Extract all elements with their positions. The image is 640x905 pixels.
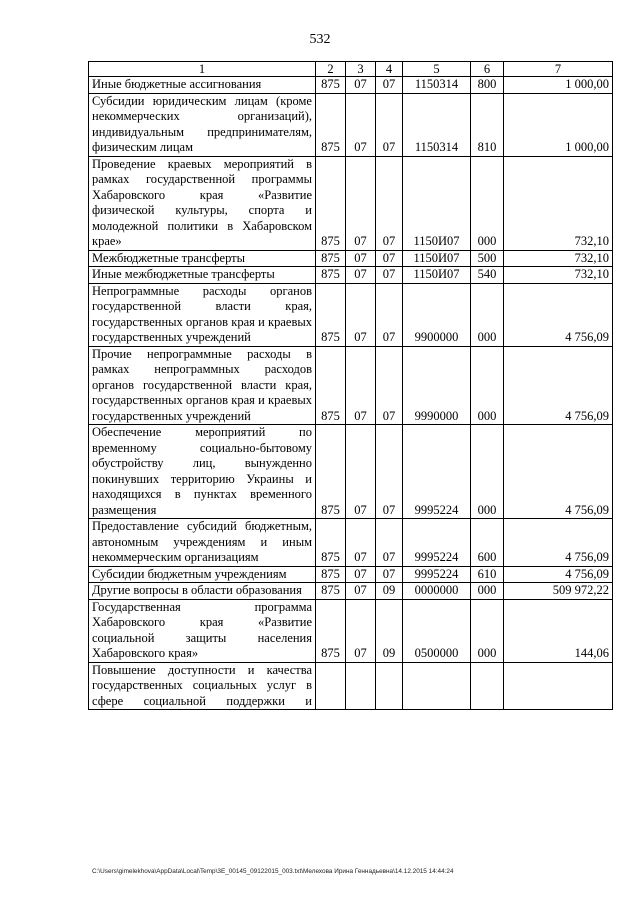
row-code-4: 09 — [376, 583, 403, 600]
file-path-footer: C:\Users\gimelekhova\AppData\Local\Temp\3E_00145_09122015_003.txt\Мелехова Ирина Геннадьевна\14.12.2015 14:44:24 — [92, 868, 454, 875]
row-code-2: 875 — [316, 583, 346, 600]
table-row — [89, 156, 613, 250]
row-code-3: 07 — [346, 599, 376, 662]
row-code-5: 9995224 — [403, 566, 471, 583]
row-name: Проведение краевых мероприятий в рамках государственной программы Хабаровского края «Развитие физической культуры, спорта и молодежной политики в Хабаровском крае» — [89, 156, 316, 250]
row-code-3: 07 — [346, 425, 376, 519]
row-name: Государственная программа Хабаровского края «Развитие социальной защиты населения Хабаровского края» — [89, 599, 316, 662]
row-name: Непрограммные расходы органов государственной власти края, государственных органов края и краевых государственных учреждений — [89, 283, 316, 346]
row-name: Иные бюджетные ассигнования — [89, 77, 316, 94]
row-amount: 732,10 — [504, 156, 613, 250]
row-code-5: 9995224 — [403, 425, 471, 519]
row-code-2: 875 — [316, 77, 346, 94]
row-amount: 4 756,09 — [504, 283, 613, 346]
row-code-5: 9990000 — [403, 346, 471, 425]
row-code-3: 07 — [346, 250, 376, 267]
table-row — [89, 346, 613, 425]
row-code-5: 9995224 — [403, 519, 471, 567]
row-code-3: 07 — [346, 93, 376, 156]
row-code-5: 0000000 — [403, 583, 471, 600]
row-name: Субсидии бюджетным учреждениям — [89, 566, 316, 583]
row-name: Прочие непрограммные расходы в рамках непрограммных расходов органов государственной власти края, государственных органов края и краевых государственных учреждений — [89, 346, 316, 425]
table-row — [89, 425, 613, 519]
row-code-3: 07 — [346, 267, 376, 284]
table-row — [89, 599, 613, 662]
row-code-3: 07 — [346, 519, 376, 567]
row-code-6: 800 — [471, 77, 504, 94]
row-code-4: 07 — [376, 425, 403, 519]
row-code-4 — [376, 662, 403, 710]
row-code-3: 07 — [346, 77, 376, 94]
row-code-3: 07 — [346, 156, 376, 250]
row-name: Повышение доступности и качества государственных социальных услуг в сфере социальной поддержки и — [89, 662, 316, 710]
row-amount: 732,10 — [504, 267, 613, 284]
row-code-3: 07 — [346, 583, 376, 600]
row-code-4: 07 — [376, 250, 403, 267]
row-code-6: 610 — [471, 566, 504, 583]
row-name: Иные межбюджетные трансферты — [89, 267, 316, 284]
table-row — [89, 93, 613, 156]
row-code-3 — [346, 662, 376, 710]
header-cell: 3 — [346, 62, 376, 77]
row-amount: 4 756,09 — [504, 566, 613, 583]
row-name: Предоставление субсидий бюджетным, автономным учреждениям и иным некоммерческим организациям — [89, 519, 316, 567]
row-code-2: 875 — [316, 267, 346, 284]
row-code-4: 09 — [376, 599, 403, 662]
header-cell: 2 — [316, 62, 346, 77]
row-code-4: 07 — [376, 519, 403, 567]
row-amount: 4 756,09 — [504, 519, 613, 567]
table-row — [89, 519, 613, 567]
row-code-2: 875 — [316, 346, 346, 425]
row-amount: 1 000,00 — [504, 77, 613, 94]
header-cell: 4 — [376, 62, 403, 77]
row-code-5: 1150314 — [403, 77, 471, 94]
row-code-6: 000 — [471, 346, 504, 425]
row-code-2: 875 — [316, 283, 346, 346]
row-code-2: 875 — [316, 519, 346, 567]
row-code-3: 07 — [346, 566, 376, 583]
header-cell: 6 — [471, 62, 504, 77]
row-code-5: 1150И07 — [403, 250, 471, 267]
row-code-4: 07 — [376, 93, 403, 156]
row-amount: 509 972,22 — [504, 583, 613, 600]
row-code-4: 07 — [376, 77, 403, 94]
row-amount: 4 756,09 — [504, 346, 613, 425]
row-code-5: 9900000 — [403, 283, 471, 346]
header-cell: 5 — [403, 62, 471, 77]
table-row — [89, 583, 613, 600]
row-code-2: 875 — [316, 425, 346, 519]
row-name: Другие вопросы в области образования — [89, 583, 316, 600]
table-row — [89, 662, 613, 710]
row-code-2: 875 — [316, 93, 346, 156]
row-amount: 732,10 — [504, 250, 613, 267]
row-code-6: 600 — [471, 519, 504, 567]
row-code-4: 07 — [376, 156, 403, 250]
row-amount — [504, 662, 613, 710]
row-code-2: 875 — [316, 599, 346, 662]
table-row — [89, 283, 613, 346]
row-name: Межбюджетные трансферты — [89, 250, 316, 267]
budget-table — [88, 61, 613, 710]
row-name: Субсидии юридическим лицам (кроме некоммерческих организаций), индивидуальным предпринимателям, физическим лицам — [89, 93, 316, 156]
row-code-6: 000 — [471, 583, 504, 600]
row-code-5 — [403, 662, 471, 710]
row-name: Обеспечение мероприятий по временному социально-бытовому обустройству лиц, вынужденно покинувших территорию Украины и находящихся в пунктах временного размещения — [89, 425, 316, 519]
row-code-6: 000 — [471, 425, 504, 519]
row-code-2: 875 — [316, 250, 346, 267]
row-code-4: 07 — [376, 566, 403, 583]
row-code-6 — [471, 662, 504, 710]
table-row — [89, 267, 613, 284]
row-code-4: 07 — [376, 267, 403, 284]
row-amount: 4 756,09 — [504, 425, 613, 519]
page-number: 532 — [309, 32, 331, 47]
row-code-5: 1150314 — [403, 93, 471, 156]
row-code-6: 810 — [471, 93, 504, 156]
row-code-5: 0500000 — [403, 599, 471, 662]
table-row — [89, 566, 613, 583]
table-header-row — [89, 62, 613, 77]
row-amount: 144,06 — [504, 599, 613, 662]
row-amount: 1 000,00 — [504, 93, 613, 156]
row-code-2 — [316, 662, 346, 710]
row-code-6: 500 — [471, 250, 504, 267]
row-code-3: 07 — [346, 283, 376, 346]
row-code-6: 000 — [471, 599, 504, 662]
row-code-2: 875 — [316, 566, 346, 583]
table-row — [89, 77, 613, 94]
row-code-2: 875 — [316, 156, 346, 250]
row-code-3: 07 — [346, 346, 376, 425]
header-cell: 1 — [89, 62, 316, 77]
header-cell: 7 — [504, 62, 613, 77]
row-code-6: 000 — [471, 283, 504, 346]
row-code-5: 1150И07 — [403, 156, 471, 250]
row-code-6: 540 — [471, 267, 504, 284]
row-code-6: 000 — [471, 156, 504, 250]
row-code-5: 1150И07 — [403, 267, 471, 284]
row-code-4: 07 — [376, 346, 403, 425]
row-code-4: 07 — [376, 283, 403, 346]
table-row — [89, 250, 613, 267]
